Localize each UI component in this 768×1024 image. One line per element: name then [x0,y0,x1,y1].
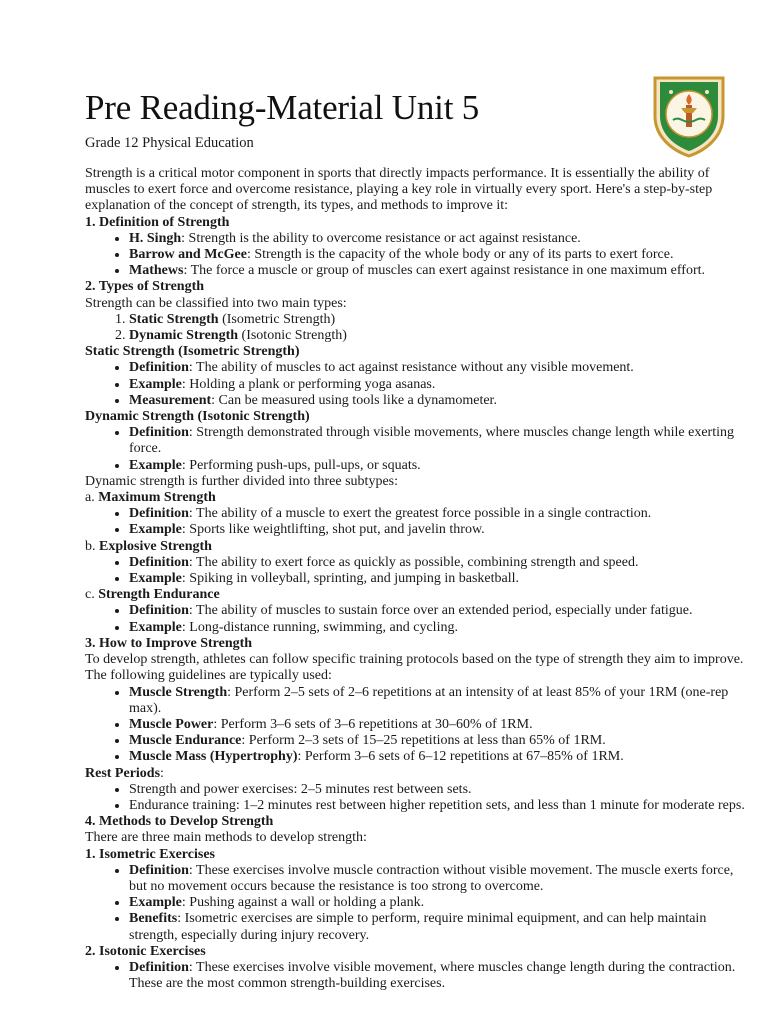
subsection-heading: Dynamic Strength (Isotonic Strength) [85,409,310,425]
school-crest-logo [645,72,733,158]
list-item: • Muscle Power: Perform 3–6 sets of 3–6 repetitions at 30–60% of 1RM. [129,717,753,733]
bullet-list [85,960,753,992]
bullet-list [85,231,753,280]
bullet-list [85,685,753,766]
subtype-heading: c. Strength Endurance [85,587,220,603]
subtype-heading: a. Maximum Strength [85,490,216,506]
subtype-heading: b. Explosive Strength [85,538,212,554]
bullet-list [85,425,753,474]
page-subtitle: Grade 12 Physical Education [85,135,254,151]
list-item: • Muscle Strength: Perform 2–5 sets of 2–6 repetitions at an intensity of at least 85% of your 1RM (one-rep max). [129,685,753,717]
section-lead: There are three main methods to develop strength: [85,830,367,846]
list-item: • Mathews: The force a muscle or group of muscles can exert against resistance in one maximum effort. [129,263,753,279]
list-item: • Definition: The ability of a muscle to exert the greatest force possible in a single contraction. [129,506,753,522]
bullet-list [85,360,753,409]
list-item: • Example: Sports like weightlifting, shot put, and javelin throw. [129,522,753,538]
bullet-list [85,863,753,944]
list-item: • Example: Holding a plank or performing yoga asanas. [129,377,753,393]
section-lead: Strength can be classified into two main types: [85,295,347,311]
list-item: • Definition: These exercises involve visible movement, where muscles change length during the contraction. These are the most common strength-building exercises. [129,960,753,992]
list-item: • H. Singh: Strength is the ability to overcome resistance or act against resistance. [129,231,753,247]
document-body [85,166,753,992]
list-item: • Definition: These exercises involve muscle contraction without visible movement. The muscle exerts force, but no movement occurs because the resistance is too strong to overcome. [129,863,753,895]
list-item: • Example: Pushing against a wall or holding a plank. [129,895,753,911]
subsection-heading: 2. Isotonic Exercises [85,943,206,959]
list-item: 2. Dynamic Strength (Isotonic Strength) [129,328,753,344]
rest-periods-label: Rest Periods: [85,765,164,781]
list-item: • Definition: The ability of muscles to act against resistance without any visible movement. [129,360,753,376]
numbered-list [85,312,753,344]
section-heading: 3. How to Improve Strength [85,635,253,651]
list-item: • Example: Spiking in volleyball, sprinting, and jumping in basketball. [129,571,753,587]
section-heading: 1. Definition of Strength [85,214,230,230]
bullet-list [85,603,753,635]
subsection-heading: 1. Isometric Exercises [85,846,215,862]
list-item: • Strength and power exercises: 2–5 minutes rest between sets. [129,782,753,798]
list-item: • Example: Performing push-ups, pull-ups, or squats. [129,458,753,474]
section-heading: 2. Types of Strength [85,279,205,295]
bullet-list [85,555,753,587]
list-item: 1. Static Strength (Isometric Strength) [129,312,753,328]
list-item: • Definition: The ability of muscles to sustain force over an extended period, especially under fatigue. [129,603,753,619]
section-lead: Dynamic strength is further divided into three subtypes: [85,473,398,489]
list-item: • Benefits: Isometric exercises are simple to perform, require minimal equipment, and can help maintain strength, especially during injury recovery. [129,911,753,943]
intro-paragraph: Strength is a critical motor component in sports that directly impacts performance. It is essentially the ability of muscles to exert force and overcome resistance, playing a key role in virtually every sport. Here's a step-by-step explanation of the concept of strength, its types, and methods to improve it: [85,166,713,214]
list-item: • Barrow and McGee: Strength is the capacity of the whole body or any of its parts to exert force. [129,247,753,263]
list-item: • Definition: The ability to exert force as quickly as possible, combining strength and speed. [129,555,753,571]
list-item: • Endurance training: 1–2 minutes rest between higher repetition sets, and less than 1 minute for moderate reps. [129,798,753,814]
bullet-list [85,506,753,538]
list-item: • Muscle Endurance: Perform 2–3 sets of 15–25 repetitions at less than 65% of 1RM. [129,733,753,749]
list-item: • Muscle Mass (Hypertrophy): Perform 3–6 sets of 6–12 repetitions at 67–85% of 1RM. [129,749,753,765]
list-item: • Example: Long-distance running, swimming, and cycling. [129,620,753,636]
section-heading: 4. Methods to Develop Strength [85,814,274,830]
list-item: • Measurement: Can be measured using tools like a dynamometer. [129,393,753,409]
page-title: Pre Reading-Material Unit 5 [85,88,480,127]
subsection-heading: Static Strength (Isometric Strength) [85,344,300,360]
section-lead: To develop strength, athletes can follow specific training protocols based on the type of strength they aim to improve. The following guidelines are typically used: [85,652,744,684]
list-item: • Definition: Strength demonstrated through visible movements, where muscles change length while exerting force. [129,425,753,457]
bullet-list [85,782,753,814]
